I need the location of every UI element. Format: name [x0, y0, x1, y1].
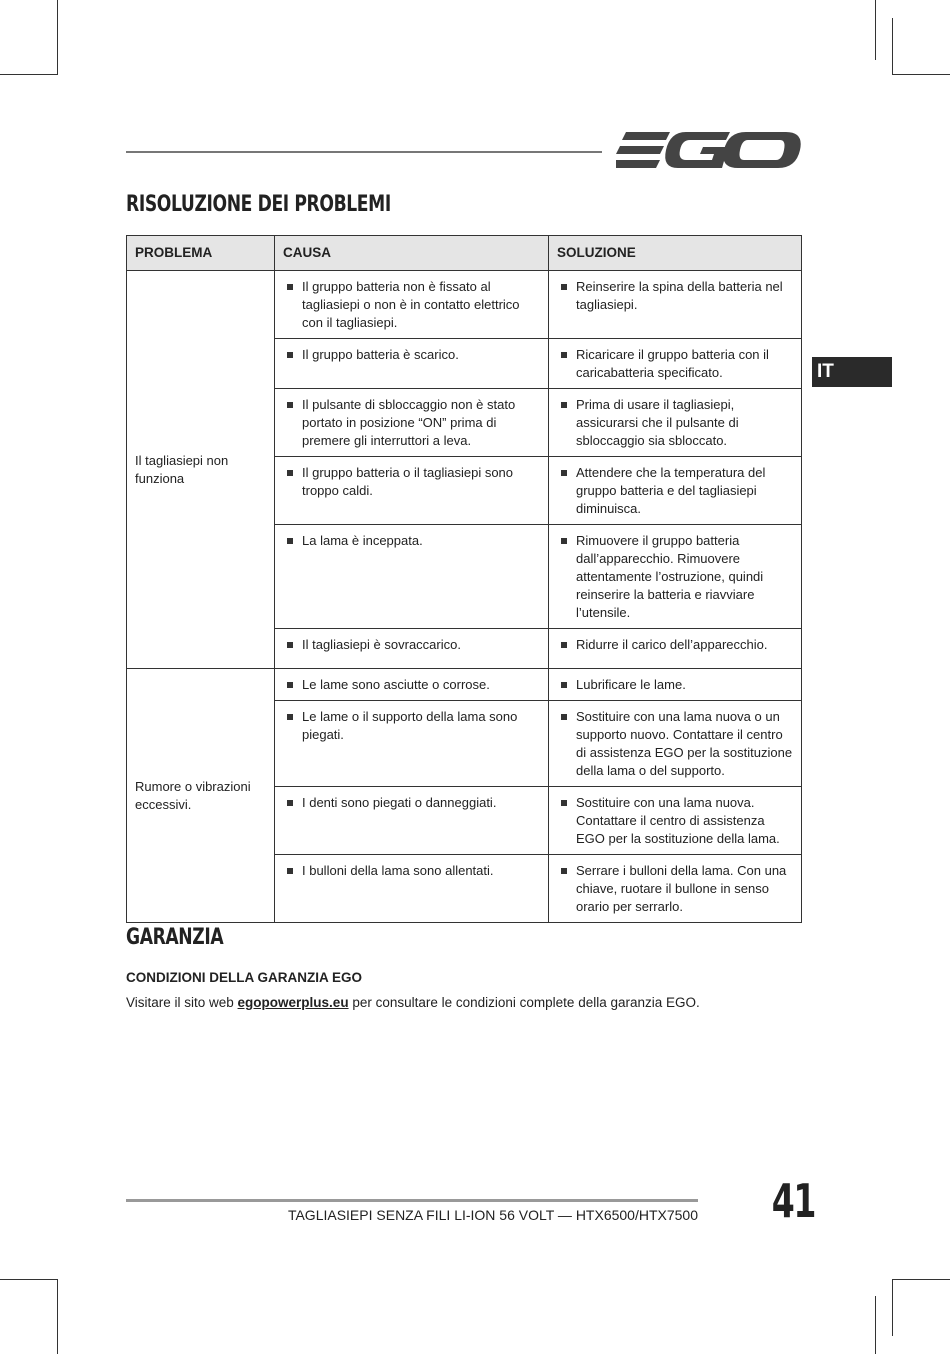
warranty-text-before: Visitare il sito web — [126, 995, 238, 1010]
solution-cell — [549, 855, 802, 923]
header-rule — [126, 151, 602, 153]
table-row — [127, 669, 802, 701]
cause-cell — [275, 339, 549, 389]
warranty-subtitle: CONDIZIONI DELLA GARANZIA EGO — [126, 970, 362, 985]
problem-cell: Rumore o vibrazioni eccessivi. — [127, 669, 275, 923]
cause-cell — [275, 457, 549, 525]
bullet-icon — [561, 714, 567, 720]
table-row — [127, 271, 802, 339]
cause-text: Le lame sono asciutte o corrose. — [302, 677, 490, 692]
crop-mark — [0, 1279, 58, 1280]
language-tab: IT — [812, 357, 892, 387]
cause-cell — [275, 525, 549, 629]
solution-text: Attendere che la temperatura del gruppo batteria e del tagliasiepi diminuisca. — [576, 465, 766, 516]
cause-text: Il gruppo batteria non è fissato al tagliasiepi o non è in contatto elettrico con il tagliasiepi. — [302, 279, 520, 330]
cause-text: Le lame o il supporto della lama sono piegati. — [302, 709, 518, 742]
warranty-title: GARANZIA — [126, 925, 224, 950]
bullet-icon — [561, 402, 567, 408]
cause-text: I bulloni della lama sono allentati. — [302, 863, 494, 878]
cause-text: Il gruppo batteria o il tagliasiepi sono troppo caldi. — [302, 465, 514, 498]
crop-mark — [892, 74, 950, 75]
bullet-icon — [287, 868, 293, 874]
warranty-link[interactable]: egopowerplus.eu — [237, 995, 349, 1010]
solution-cell — [549, 271, 802, 339]
troubleshooting-title: RISOLUZIONE DEI PROBLEMI — [126, 192, 391, 217]
cause-text: I denti sono piegati o danneggiati. — [302, 795, 497, 810]
crop-mark — [57, 0, 58, 75]
bullet-icon — [561, 868, 567, 874]
solution-text: Sostituire con una lama nuova o un supporto nuovo. Contattare il centro di assistenza EGO per la sostituzione della lama o del supporto. — [576, 709, 793, 778]
crop-mark — [875, 1296, 876, 1354]
solution-cell — [549, 701, 802, 787]
bullet-icon — [287, 470, 293, 476]
cause-cell — [275, 271, 549, 339]
solution-text: Lubrificare le lame. — [576, 677, 686, 692]
bullet-icon — [561, 800, 567, 806]
bullet-icon — [561, 352, 567, 358]
crop-mark — [892, 18, 893, 75]
solution-cell — [549, 457, 802, 525]
bullet-icon — [287, 800, 293, 806]
warranty-text-after: per consultare le condizioni complete della garanzia EGO. — [348, 995, 700, 1010]
crop-mark — [892, 1279, 950, 1280]
bullet-icon — [287, 284, 293, 290]
solution-text: Rimuovere il gruppo batteria dall’apparecchio. Rimuovere attentamente l’ostruzione, quindi reinserire la batteria e riavviare l’utensile. — [576, 533, 764, 620]
solution-cell — [549, 787, 802, 855]
cause-cell — [275, 855, 549, 923]
solution-text: Sostituire con una lama nuova. Contattare il centro di assistenza EGO per la sostituzione della lama. — [576, 795, 780, 846]
footer-rule — [126, 1199, 698, 1202]
page-number: 41 — [771, 1174, 815, 1228]
cause-cell — [275, 629, 549, 669]
solution-text: Reinserire la spina della batteria nel tagliasiepi. — [576, 279, 783, 312]
cause-cell — [275, 787, 549, 855]
problem-cell: Il tagliasiepi non funziona — [127, 271, 275, 669]
bullet-icon — [561, 284, 567, 290]
solution-text: Serrare i bulloni della lama. Con una chiave, ruotare il bullone in senso orario per serrarlo. — [576, 863, 787, 914]
solution-cell — [549, 389, 802, 457]
cause-text: Il pulsante di sbloccaggio non è stato portato in posizione “ON” prima di premere gli interruttori a leva. — [302, 397, 516, 448]
header-solution: SOLUZIONE — [549, 236, 802, 271]
warranty-text — [126, 995, 700, 1010]
crop-mark — [892, 1279, 893, 1336]
header-problem: PROBLEMA — [127, 236, 275, 271]
ego-logo — [616, 128, 802, 172]
bullet-icon — [287, 682, 293, 688]
solution-cell — [549, 669, 802, 701]
solution-cell — [549, 525, 802, 629]
cause-cell — [275, 389, 549, 457]
bullet-icon — [287, 538, 293, 544]
solution-cell — [549, 629, 802, 669]
bullet-icon — [287, 642, 293, 648]
crop-mark — [57, 1279, 58, 1354]
bullet-icon — [287, 402, 293, 408]
footer-text: TAGLIASIEPI SENZA FILI LI-ION 56 VOLT — HTX6500/HTX7500 — [287, 1207, 698, 1223]
bullet-icon — [561, 642, 567, 648]
troubleshooting-table — [126, 235, 802, 923]
solution-text: Ridurre il carico dell’apparecchio. — [576, 637, 768, 652]
cause-text: Il gruppo batteria è scarico. — [302, 347, 459, 362]
bullet-icon — [287, 352, 293, 358]
table-header-row — [127, 236, 802, 271]
cause-text: La lama è inceppata. — [302, 533, 423, 548]
header-cause: CAUSA — [275, 236, 549, 271]
cause-cell — [275, 669, 549, 701]
solution-text: Ricaricare il gruppo batteria con il caricabatteria specificato. — [576, 347, 769, 380]
bullet-icon — [561, 682, 567, 688]
solution-cell — [549, 339, 802, 389]
bullet-icon — [561, 470, 567, 476]
solution-text: Prima di usare il tagliasiepi, assicurarsi che il pulsante di sbloccaggio sia sbloccato. — [576, 397, 739, 448]
cause-text: Il tagliasiepi è sovraccarico. — [302, 637, 461, 652]
bullet-icon — [561, 538, 567, 544]
cause-cell — [275, 701, 549, 787]
bullet-icon — [287, 714, 293, 720]
crop-mark — [875, 0, 876, 60]
crop-mark — [0, 74, 58, 75]
